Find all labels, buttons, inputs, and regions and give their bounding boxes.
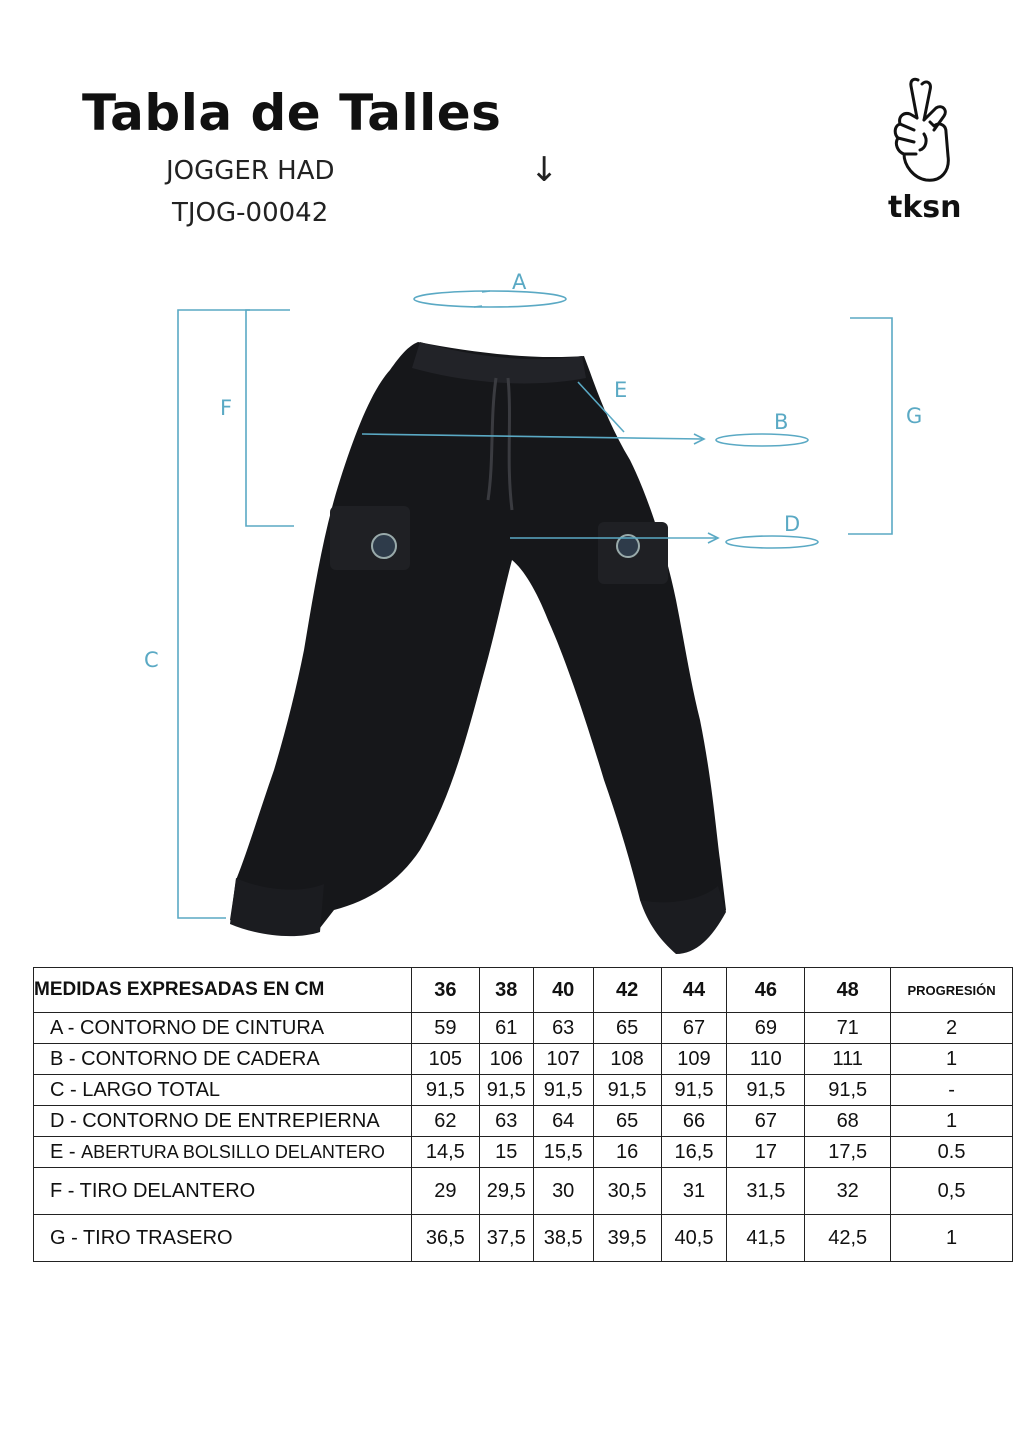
table-cell: 37,5	[479, 1215, 533, 1262]
label-e: E	[614, 378, 628, 402]
table-cell: 30	[533, 1168, 593, 1215]
row-label: G - TIRO TRASERO	[34, 1215, 412, 1262]
table-cell: 16	[593, 1137, 661, 1168]
size-header: 48	[805, 968, 891, 1013]
table-cell: 64	[533, 1106, 593, 1137]
table-cell: 40,5	[661, 1215, 727, 1262]
progression-header: PROGRESIÓN	[891, 968, 1013, 1013]
table-row	[34, 1075, 1013, 1106]
product-code: TJOG-00042	[172, 198, 329, 228]
table-cell: 16,5	[661, 1137, 727, 1168]
crossed-fingers-hand-icon	[884, 74, 956, 195]
label-a: A	[512, 270, 527, 294]
table-cell: 63	[479, 1106, 533, 1137]
table-header-row	[34, 968, 1013, 1013]
table-cell: 91,5	[411, 1075, 479, 1106]
size-header: 40	[533, 968, 593, 1013]
table-cell: 110	[727, 1044, 805, 1075]
table-cell: 65	[593, 1106, 661, 1137]
table-cell: 30,5	[593, 1168, 661, 1215]
table-cell: 38,5	[533, 1215, 593, 1262]
table-cell: 108	[593, 1044, 661, 1075]
brand-name: tksn	[888, 190, 962, 225]
row-label: A - CONTORNO DE CINTURA	[34, 1013, 412, 1044]
table-row	[34, 1168, 1013, 1215]
table-cell: 68	[805, 1106, 891, 1137]
down-arrow-icon: ↓	[530, 150, 559, 190]
table-row	[34, 1013, 1013, 1044]
table-cell: 31	[661, 1168, 727, 1215]
table-cell: 106	[479, 1044, 533, 1075]
table-cell: 65	[593, 1013, 661, 1044]
table-cell: 17,5	[805, 1137, 891, 1168]
label-f: F	[220, 396, 233, 420]
progression-cell: 1	[891, 1215, 1013, 1262]
table-cell: 91,5	[727, 1075, 805, 1106]
row-label: E - ABERTURA BOLSILLO DELANTERO	[34, 1137, 412, 1168]
table-row	[34, 1215, 1013, 1262]
table-cell: 32	[805, 1168, 891, 1215]
table-cell: 62	[411, 1106, 479, 1137]
page-title: Tabla de Talles	[82, 84, 502, 142]
progression-cell: 0.5	[891, 1137, 1013, 1168]
table-cell: 29	[411, 1168, 479, 1215]
label-c: C	[144, 648, 159, 672]
table-cell: 71	[805, 1013, 891, 1044]
size-header: 36	[411, 968, 479, 1013]
table-cell: 41,5	[727, 1215, 805, 1262]
table-cell: 42,5	[805, 1215, 891, 1262]
table-cell: 63	[533, 1013, 593, 1044]
size-header: 42	[593, 968, 661, 1013]
table-cell: 91,5	[479, 1075, 533, 1106]
size-header: 44	[661, 968, 727, 1013]
table-cell: 91,5	[593, 1075, 661, 1106]
label-d: D	[784, 512, 801, 536]
header-label: MEDIDAS EXPRESADAS EN CM	[34, 968, 412, 1013]
table-cell: 39,5	[593, 1215, 661, 1262]
row-label: D - CONTORNO DE ENTREPIERNA	[34, 1106, 412, 1137]
table-cell: 15,5	[533, 1137, 593, 1168]
table-cell: 105	[411, 1044, 479, 1075]
table-cell: 59	[411, 1013, 479, 1044]
table-row	[34, 1044, 1013, 1075]
table-cell: 61	[479, 1013, 533, 1044]
size-table	[33, 967, 1013, 1262]
table-cell: 91,5	[805, 1075, 891, 1106]
table-cell: 29,5	[479, 1168, 533, 1215]
table-cell: 107	[533, 1044, 593, 1075]
progression-cell: 0,5	[891, 1168, 1013, 1215]
size-header: 38	[479, 968, 533, 1013]
label-b: B	[774, 410, 789, 434]
table-cell: 36,5	[411, 1215, 479, 1262]
table-row	[34, 1106, 1013, 1137]
progression-cell: 2	[891, 1013, 1013, 1044]
table-cell: 31,5	[727, 1168, 805, 1215]
table-cell: 17	[727, 1137, 805, 1168]
row-label: F - TIRO DELANTERO	[34, 1168, 412, 1215]
table-cell: 66	[661, 1106, 727, 1137]
table-cell: 91,5	[661, 1075, 727, 1106]
table-cell: 109	[661, 1044, 727, 1075]
table-cell: 67	[727, 1106, 805, 1137]
size-header: 46	[727, 968, 805, 1013]
progression-cell: -	[891, 1075, 1013, 1106]
progression-cell: 1	[891, 1044, 1013, 1075]
row-label: B - CONTORNO DE CADERA	[34, 1044, 412, 1075]
pants-measurement-diagram	[0, 260, 1024, 960]
table-cell: 111	[805, 1044, 891, 1075]
product-name: JOGGER HAD	[166, 156, 335, 186]
table-cell: 67	[661, 1013, 727, 1044]
pants-illustration	[230, 342, 726, 954]
label-g: G	[906, 404, 923, 428]
table-cell: 15	[479, 1137, 533, 1168]
table-cell: 69	[727, 1013, 805, 1044]
row-label: C - LARGO TOTAL	[34, 1075, 412, 1106]
table-row	[34, 1137, 1013, 1168]
progression-cell: 1	[891, 1106, 1013, 1137]
table-cell: 91,5	[533, 1075, 593, 1106]
table-cell: 14,5	[411, 1137, 479, 1168]
